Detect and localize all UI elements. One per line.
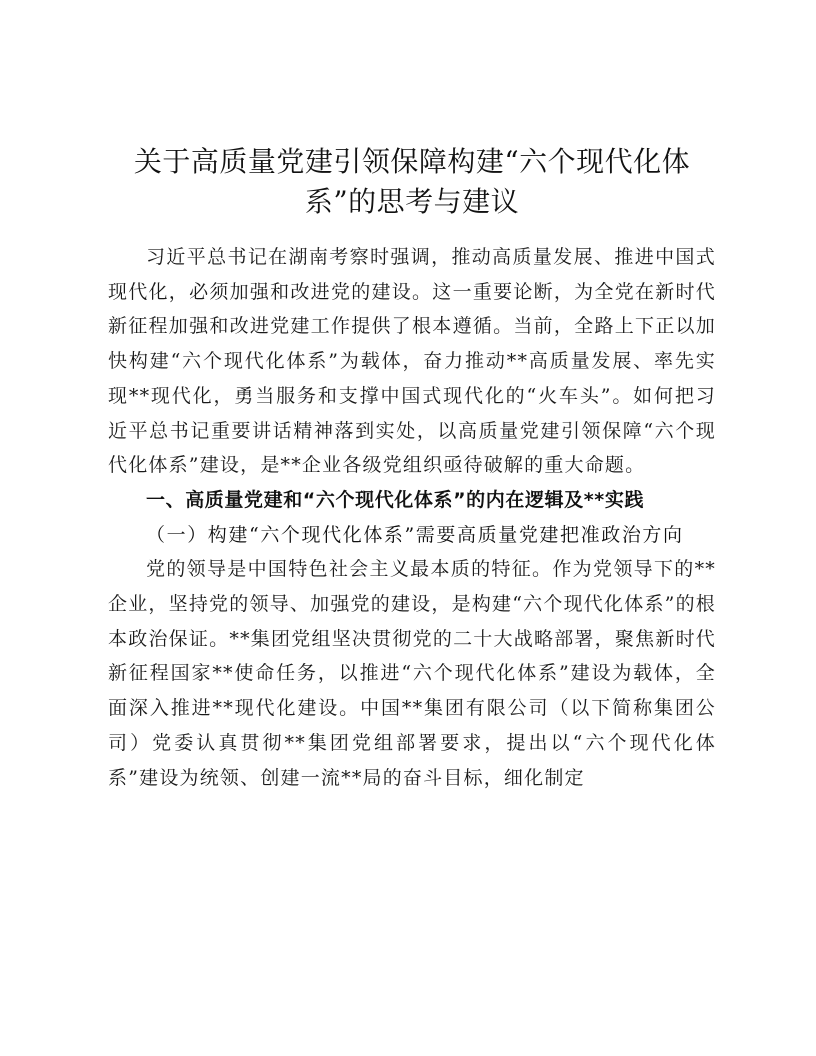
document-title	[108, 142, 716, 222]
document-body	[108, 142, 716, 795]
subsection-heading: （一）构建“六个现代化体系”需要高质量党建把准政治方向	[146, 523, 684, 546]
title-line-2: 系”的思考与建议	[304, 185, 520, 218]
title-line-1: 关于高质量党建引领保障构建“六个现代化体	[133, 145, 691, 178]
section-heading: 一、高质量党建和“六个现代化体系”的内在逻辑及**实践	[146, 488, 645, 511]
intro-paragraph: 习近平总书记在湖南考察时强调，推动高质量发展、推进中国式现代化，必须加强和改进党的建设。这一重要论断，为全党在新时代新征程加强和改进党建工作提供了根本遵循。当前，全路上下正以加快构建“六个现代化体系”为载体，奋力推动**高质量发展、率先实现**现代化，勇当服务和支撑中国式现代化的“火车头”。如何把习近平总书记重要讲话精神落到实处，以高质量党建引领保障“六个现代化体系”建设，是**企业各级党组织亟待破解的重大命题。	[108, 246, 716, 477]
body-paragraph: 党的领导是中国特色社会主义最本质的特征。作为党领导下的**企业，坚持党的领导、加强党的建设，是构建“六个现代化体系”的根本政治保证。**集团党组坚决贯彻党的二十大战略部署，聚焦新时代新征程国家**使命任务，以推进“六个现代化体系”建设为载体，全面深入推进**现代化建设。中国**集团有限公司（以下简称集团公司）党委认真贯彻**集团党组部署要求，提出以“六个现代化体系”建设为统领、创建一流**局的奋斗目标，细化制定	[108, 558, 716, 789]
